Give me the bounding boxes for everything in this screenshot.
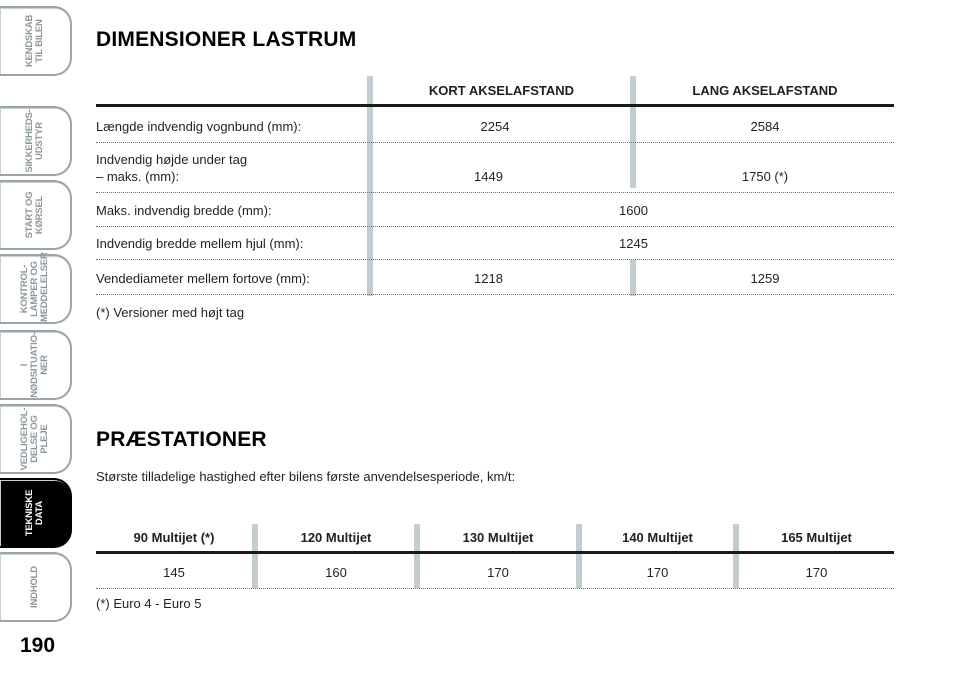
cell-value: 1750 (*) — [741, 169, 789, 184]
tab-label: TEKNISKE DATA — [24, 489, 45, 537]
cell-value-merged: 1245 — [619, 236, 648, 251]
tab-indhold[interactable] — [0, 552, 72, 622]
section-title-dimensioner: DIMENSIONER LASTRUM — [96, 28, 357, 51]
row-label: Indvendig højde under tag — [96, 152, 248, 167]
speed-value: 170 — [646, 565, 669, 580]
tab-nodsituationer[interactable] — [0, 330, 72, 400]
footnote: (*) Euro 4 - Euro 5 — [96, 596, 202, 611]
intro-text: Største tilladelige hastighed efter bilens første anvendelsesperiode, km/t: — [96, 469, 516, 484]
table-header-rule — [96, 104, 894, 107]
chapter-tabs — [0, 0, 74, 677]
row-separator — [96, 142, 894, 143]
page-number: 190 — [20, 634, 56, 657]
tab-start-og-korsel[interactable] — [0, 180, 72, 250]
engine-header: 90 Multijet (*) — [133, 530, 215, 545]
footnote: (*) Versioner med højt tag — [96, 305, 245, 320]
tab-tekniske-data[interactable] — [0, 478, 72, 548]
tab-vedligeholdelse[interactable] — [0, 404, 72, 474]
row-separator — [96, 588, 894, 589]
cell-value: 1449 — [474, 169, 503, 184]
column-header-short: KORT AKSELAFSTAND — [428, 83, 575, 98]
speed-value: 145 — [163, 565, 185, 580]
tab-label: SIKKERHEDS- UDSTYR — [24, 109, 45, 173]
row-label: Maks. indvendig bredde (mm): — [96, 203, 272, 218]
tab-label: INDHOLD — [29, 566, 40, 608]
tab-label: KENDSKAB TIL BILEN — [24, 14, 45, 68]
cell-value: 1259 — [750, 271, 780, 286]
speed-value: 170 — [805, 565, 828, 580]
column-header-long: LANG AKSELAFSTAND — [692, 83, 838, 98]
row-label-line2: – maks. (mm): — [96, 169, 180, 184]
row-separator — [96, 192, 894, 193]
row-label: Vendediameter mellem fortove (mm): — [96, 271, 310, 286]
tab-label: I NØDSITUATIO- NER — [19, 332, 50, 398]
engine-header: 140 Multijet — [622, 530, 693, 545]
tab-sikkerhedsudstyr[interactable] — [0, 106, 72, 176]
engine-header: 165 Multijet — [781, 530, 852, 545]
row-separator — [96, 294, 894, 295]
engine-header: 130 Multijet — [462, 530, 534, 545]
tab-kendskab[interactable] — [0, 6, 72, 76]
section-title-praestationer: PRÆSTATIONER — [96, 428, 267, 451]
cell-value: 2254 — [480, 119, 510, 134]
speed-value: 160 — [325, 565, 347, 580]
cell-value-merged: 1600 — [619, 203, 648, 218]
row-separator — [96, 259, 894, 260]
row-separator — [96, 226, 894, 227]
tab-label: START OG KØRSEL — [24, 191, 45, 239]
tab-kontrollamper[interactable] — [0, 254, 72, 324]
column-divider — [367, 76, 373, 296]
speed-value: 170 — [487, 565, 509, 580]
tab-label: KONTROL- LAMPER OG MEDDELELSER — [19, 252, 50, 322]
cell-value: 1218 — [474, 271, 503, 286]
engine-header: 120 Multijet — [300, 530, 372, 545]
table-header-rule — [96, 551, 894, 554]
row-label: Længde indvendig vognbund (mm): — [96, 119, 302, 134]
cell-value: 2584 — [750, 119, 780, 134]
tab-label: VEDLIGEHOL- DELSE OG PLEJE — [19, 407, 50, 471]
row-label: Indvendig bredde mellem hjul (mm): — [96, 236, 304, 251]
